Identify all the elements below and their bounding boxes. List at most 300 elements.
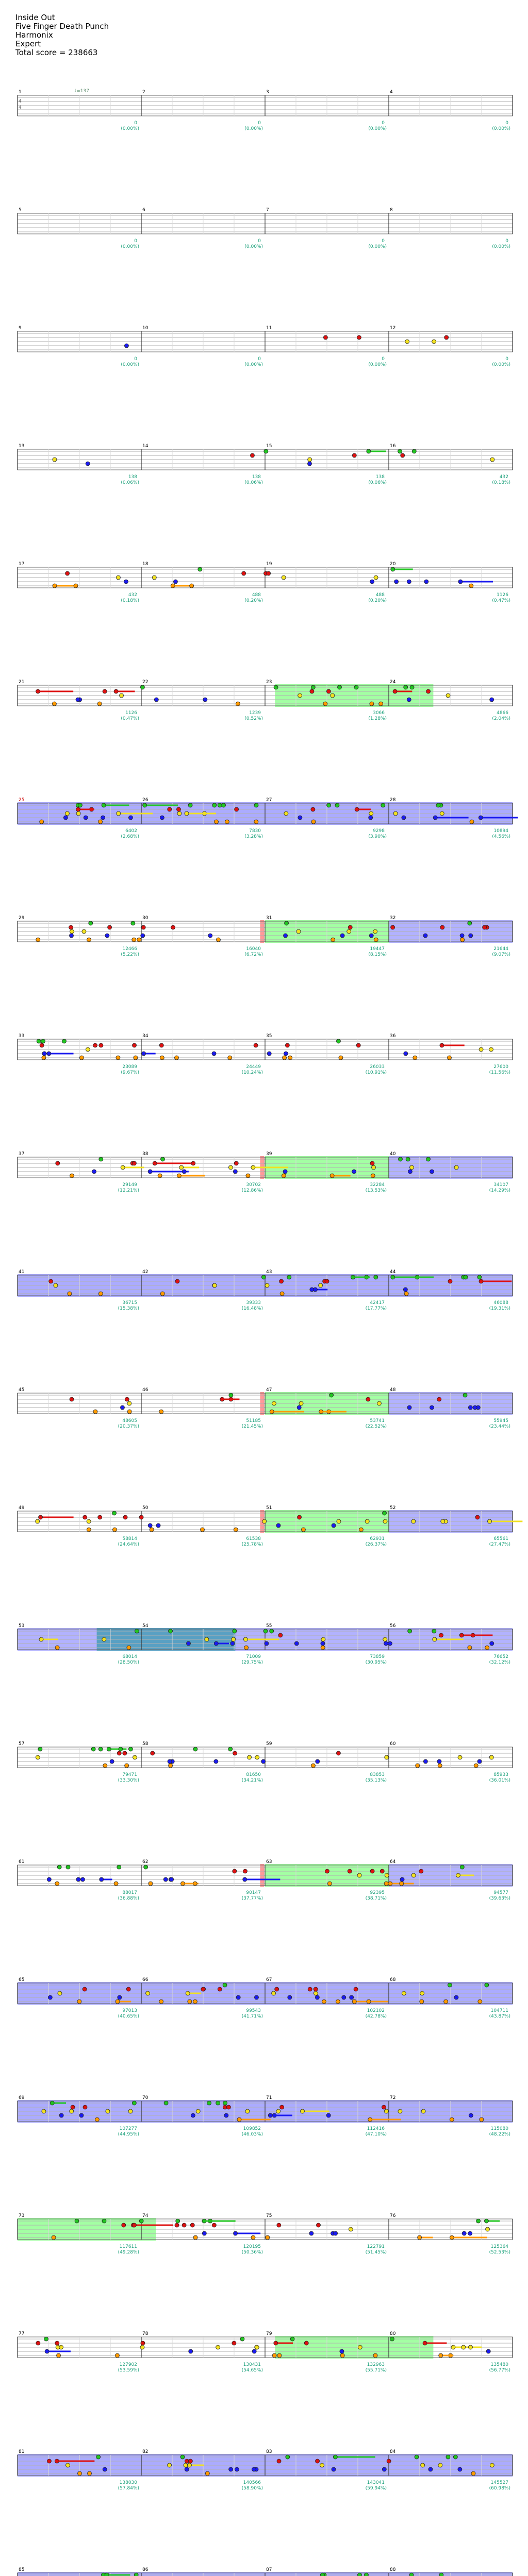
note-gem bbox=[233, 1629, 237, 1633]
note-gem bbox=[122, 2223, 126, 2227]
sustain-tail bbox=[173, 585, 190, 587]
measure-score: 6402 bbox=[125, 828, 137, 834]
measure-percentage: (21.45%) bbox=[241, 1424, 263, 1429]
note-gem bbox=[128, 1747, 133, 1751]
note-gem bbox=[357, 1873, 361, 1877]
note-gem bbox=[432, 1629, 436, 1633]
note-gem bbox=[468, 921, 472, 925]
note-gem bbox=[58, 1991, 62, 1995]
measure-percentage: (58.90%) bbox=[241, 2486, 263, 2491]
note-gem bbox=[69, 925, 73, 929]
note-gem bbox=[480, 2117, 484, 2122]
note-gem bbox=[432, 340, 436, 344]
note-gem bbox=[40, 1043, 44, 1047]
note-gem bbox=[368, 2117, 372, 2122]
note-gem bbox=[246, 1174, 250, 1178]
measure-score: 24449 bbox=[246, 1064, 261, 1070]
measure-number: 52 bbox=[390, 1505, 396, 1511]
measure-score: 130431 bbox=[243, 2362, 261, 2367]
note-gem bbox=[316, 1759, 320, 1764]
note-gem bbox=[84, 816, 88, 820]
sustain-tail bbox=[123, 1167, 144, 1168]
note-gem bbox=[112, 1528, 117, 1532]
measure-number: 68 bbox=[390, 1977, 396, 1982]
measure-percentage: (3.28%) bbox=[244, 834, 263, 839]
note-gem bbox=[411, 1873, 416, 1877]
note-gem bbox=[186, 1991, 190, 1995]
measure-score: 36715 bbox=[122, 1300, 137, 1306]
note-gem bbox=[447, 1056, 451, 1060]
measure-score: 90147 bbox=[246, 1890, 261, 1895]
note-gem bbox=[52, 2235, 56, 2240]
note-gem bbox=[233, 1751, 237, 1755]
note-gem bbox=[284, 934, 288, 938]
note-gem bbox=[54, 1283, 58, 1287]
note-gem bbox=[278, 1633, 283, 1637]
note-gem bbox=[485, 1646, 489, 1650]
note-gem bbox=[179, 1165, 184, 1170]
note-gem bbox=[79, 2113, 84, 2117]
sustain-tail bbox=[490, 1521, 523, 1522]
measure-number: 65 bbox=[19, 1977, 25, 1982]
measure-percentage: (16.48%) bbox=[241, 1306, 263, 1311]
measure-percentage: (47.10%) bbox=[365, 2132, 387, 2137]
note-gem bbox=[182, 1170, 186, 1174]
note-gem bbox=[403, 1287, 407, 1292]
note-gem bbox=[308, 457, 312, 462]
note-gem bbox=[132, 2223, 136, 2227]
note-gem bbox=[330, 1174, 334, 1178]
note-gem bbox=[284, 1052, 288, 1056]
note-gem bbox=[124, 344, 128, 348]
note-gem bbox=[308, 1987, 312, 1991]
sustain-tail bbox=[245, 1639, 279, 1640]
note-gem bbox=[426, 1157, 431, 1161]
note-gem bbox=[468, 2345, 472, 2349]
measure-number: 44 bbox=[390, 1269, 396, 1275]
note-gem bbox=[486, 2349, 490, 2353]
note-gem bbox=[407, 580, 411, 584]
note-gem bbox=[320, 2573, 324, 2576]
note-gem bbox=[244, 1646, 249, 1650]
note-gem bbox=[448, 1983, 452, 1987]
note-gem bbox=[71, 2105, 75, 2109]
note-gem bbox=[52, 702, 56, 706]
note-gem bbox=[451, 2345, 455, 2349]
measure-score: 9298 bbox=[373, 828, 385, 834]
note-gem bbox=[356, 1043, 360, 1047]
note-gem bbox=[437, 1397, 441, 1401]
measure-score: 432 bbox=[128, 592, 137, 598]
measure-number: 75 bbox=[266, 2213, 272, 2218]
measure-number: 49 bbox=[19, 1505, 25, 1511]
measure-score: 12466 bbox=[122, 946, 137, 952]
note-gem bbox=[39, 1637, 43, 1641]
measure-score: 81650 bbox=[246, 1772, 261, 1777]
note-gem bbox=[39, 1515, 43, 1519]
note-gem bbox=[76, 698, 80, 702]
note-gem bbox=[420, 1999, 424, 2004]
note-gem bbox=[310, 689, 314, 693]
note-gem bbox=[57, 2353, 61, 2358]
measure-number: 77 bbox=[19, 2331, 25, 2336]
sustain-tail bbox=[78, 809, 94, 810]
note-gem bbox=[408, 1629, 412, 1633]
measure-percentage: (39.63%) bbox=[489, 1896, 510, 1901]
note-gem bbox=[115, 2353, 119, 2358]
measure-score: 48605 bbox=[122, 1418, 137, 1423]
song-instrument: Harmonix bbox=[15, 30, 53, 40]
note-gem bbox=[454, 1165, 458, 1170]
note-gem bbox=[370, 1869, 374, 1873]
measure-number: 31 bbox=[266, 916, 272, 921]
note-gem bbox=[352, 1999, 356, 2004]
tempo-marking: ♩=137 bbox=[74, 89, 89, 94]
note-gem bbox=[297, 1405, 301, 1410]
measure-number: 70 bbox=[142, 2095, 148, 2100]
measure-number: 4 bbox=[390, 90, 393, 95]
note-gem bbox=[439, 1633, 443, 1637]
note-gem bbox=[478, 1999, 482, 2004]
measure-percentage: (50.36%) bbox=[241, 2250, 263, 2255]
measure-number: 7 bbox=[266, 208, 269, 213]
note-gem bbox=[284, 811, 288, 816]
note-gem bbox=[49, 1279, 53, 1283]
note-gem bbox=[420, 1991, 424, 1995]
measure-percentage: (14.29%) bbox=[489, 1188, 510, 1193]
note-gem bbox=[125, 1764, 129, 1768]
note-gem bbox=[198, 567, 202, 571]
note-gem bbox=[463, 1393, 467, 1397]
measure-score: 0 bbox=[258, 357, 261, 362]
note-gem bbox=[124, 580, 128, 584]
note-gem bbox=[282, 1174, 286, 1178]
measure-score: 23089 bbox=[122, 1064, 137, 1070]
note-gem bbox=[207, 2101, 211, 2105]
measure-score: 0 bbox=[258, 239, 261, 244]
note-gem bbox=[234, 2231, 238, 2235]
measure-number: 21 bbox=[19, 680, 25, 685]
note-gem bbox=[193, 2235, 197, 2240]
measure-percentage: (2.68%) bbox=[121, 834, 139, 839]
note-gem bbox=[133, 1043, 137, 1047]
note-gem bbox=[180, 1882, 185, 1886]
sustain-tail bbox=[41, 1517, 74, 1518]
measure-percentage: (35.13%) bbox=[365, 1778, 387, 1783]
measure-percentage: (12.21%) bbox=[118, 1188, 139, 1193]
sustain-tail bbox=[354, 2001, 388, 2003]
note-gem bbox=[421, 2109, 425, 2113]
note-gem bbox=[388, 1882, 392, 1886]
measure-percentage: (59.94%) bbox=[365, 2486, 387, 2491]
note-gem bbox=[423, 1759, 427, 1764]
note-gem bbox=[95, 2117, 99, 2122]
measure-score: 140566 bbox=[243, 2480, 261, 2485]
note-gem bbox=[285, 1043, 289, 1047]
note-gem bbox=[45, 2349, 49, 2353]
note-gem bbox=[148, 1882, 153, 1886]
note-gem bbox=[338, 685, 342, 689]
note-gem bbox=[79, 1056, 84, 1060]
note-gem bbox=[223, 2101, 227, 2105]
note-gem bbox=[352, 1170, 356, 1174]
measure-number: 59 bbox=[266, 1741, 272, 1747]
note-gem bbox=[369, 816, 373, 820]
measure-score: 71009 bbox=[246, 1654, 261, 1659]
note-gem bbox=[454, 1995, 458, 1999]
note-gem bbox=[102, 2219, 106, 2223]
measure-number: 23 bbox=[266, 680, 272, 685]
note-gem bbox=[228, 1056, 232, 1060]
note-gem bbox=[398, 2109, 402, 2113]
note-gem bbox=[232, 2341, 236, 2345]
measure-score: 85933 bbox=[493, 1772, 508, 1777]
note-gem bbox=[383, 1519, 387, 1523]
note-gem bbox=[301, 1528, 305, 1532]
note-gem bbox=[141, 2341, 145, 2345]
note-gem bbox=[107, 1747, 111, 1751]
note-gem bbox=[42, 2109, 46, 2113]
measure-number: 46 bbox=[142, 1387, 148, 1393]
measure-number: 6 bbox=[142, 208, 145, 213]
note-gem bbox=[325, 1869, 329, 1873]
note-gem bbox=[367, 1999, 371, 2004]
measure-number: 80 bbox=[390, 2331, 396, 2336]
note-gem bbox=[117, 1751, 121, 1755]
measure-percentage: (27.47%) bbox=[489, 1542, 510, 1547]
measure-percentage: (38.71%) bbox=[365, 1896, 387, 1901]
sustain-tail bbox=[370, 2119, 401, 2121]
note-gem bbox=[489, 1755, 493, 1759]
note-gem bbox=[459, 1633, 464, 1637]
note-gem bbox=[398, 449, 402, 453]
measure-number: 79 bbox=[266, 2331, 272, 2336]
note-gem bbox=[469, 584, 473, 588]
note-gem bbox=[311, 685, 315, 689]
note-gem bbox=[446, 2455, 450, 2459]
note-gem bbox=[127, 1646, 131, 1650]
note-gem bbox=[371, 1174, 375, 1178]
note-gem bbox=[77, 1999, 81, 2004]
sustain-tail bbox=[239, 2119, 271, 2121]
measure-score: 135480 bbox=[490, 2362, 508, 2367]
note-gem bbox=[373, 929, 377, 934]
note-gem bbox=[65, 571, 70, 575]
note-gem bbox=[193, 1747, 197, 1751]
note-gem bbox=[128, 2109, 133, 2113]
note-gem bbox=[175, 1279, 179, 1283]
measure-number: 57 bbox=[19, 1741, 25, 1747]
sustain-tail bbox=[38, 691, 74, 692]
sustain-tail bbox=[435, 1639, 464, 1640]
note-gem bbox=[146, 1991, 150, 1995]
measure-percentage: (10.24%) bbox=[241, 1070, 263, 1075]
sustain-tail bbox=[460, 581, 493, 583]
note-gem bbox=[218, 1987, 222, 1991]
note-gem bbox=[400, 1882, 404, 1886]
measure-percentage: (0.47%) bbox=[121, 716, 139, 721]
note-gem bbox=[404, 1052, 408, 1056]
note-gem bbox=[88, 2471, 92, 2476]
note-gem bbox=[134, 2573, 138, 2576]
measure-score: 61538 bbox=[246, 1536, 261, 1541]
note-gem bbox=[168, 807, 172, 811]
note-gem bbox=[322, 1999, 326, 2004]
measure-score: 46088 bbox=[493, 1300, 508, 1306]
note-gem bbox=[461, 2345, 466, 2349]
measure-number: 58 bbox=[142, 1741, 148, 1747]
measure-score: 92395 bbox=[370, 1890, 385, 1895]
measure-score: 1126 bbox=[125, 710, 137, 716]
note-gem bbox=[382, 2105, 386, 2109]
note-gem bbox=[387, 2459, 391, 2463]
note-gem bbox=[93, 1043, 97, 1047]
measure-number: 15 bbox=[266, 444, 272, 449]
measure-number: 41 bbox=[19, 1269, 25, 1275]
note-gem bbox=[185, 2467, 189, 2471]
sustain-tail bbox=[47, 2351, 71, 2352]
note-gem bbox=[475, 1515, 480, 1519]
note-gem bbox=[70, 934, 74, 938]
measure-number: 3 bbox=[266, 90, 269, 95]
note-gem bbox=[103, 2467, 107, 2471]
note-gem bbox=[98, 1747, 103, 1751]
note-gem bbox=[97, 702, 102, 706]
note-gem bbox=[468, 1646, 472, 1650]
measure-score: 138 bbox=[375, 474, 385, 480]
note-gem bbox=[36, 1519, 40, 1523]
note-gem bbox=[141, 925, 145, 929]
note-gem bbox=[405, 340, 409, 344]
measure-number: 33 bbox=[19, 1033, 25, 1039]
note-gem bbox=[314, 1987, 318, 1991]
note-gem bbox=[228, 1165, 233, 1170]
note-gem bbox=[401, 453, 405, 457]
note-gem bbox=[82, 1987, 87, 1991]
note-gem bbox=[369, 811, 373, 816]
note-gem bbox=[485, 1983, 489, 1987]
note-gem bbox=[261, 1275, 266, 1279]
note-gem bbox=[263, 1629, 268, 1633]
note-gem bbox=[168, 2463, 172, 2467]
measure-percentage: (48.22%) bbox=[489, 2132, 510, 2137]
measure-score: 115080 bbox=[490, 2126, 508, 2131]
note-gem bbox=[390, 2337, 394, 2341]
note-gem bbox=[448, 1279, 452, 1283]
measure-percentage: (15.38%) bbox=[118, 1306, 139, 1311]
note-gem bbox=[191, 1161, 195, 1165]
note-gem bbox=[148, 1170, 152, 1174]
note-gem bbox=[437, 1759, 441, 1764]
note-gem bbox=[254, 1043, 258, 1047]
note-gem bbox=[311, 1764, 315, 1768]
measure-score: 0 bbox=[505, 121, 508, 126]
note-gem bbox=[255, 2345, 259, 2349]
note-gem bbox=[329, 1393, 334, 1397]
measure-percentage: (0.06%) bbox=[244, 480, 263, 485]
note-gem bbox=[374, 1275, 378, 1279]
note-gem bbox=[169, 1764, 173, 1768]
note-gem bbox=[355, 807, 359, 811]
measure-number: 45 bbox=[19, 1387, 25, 1393]
note-gem bbox=[236, 702, 240, 706]
note-gem bbox=[261, 1759, 266, 1764]
measure-score: 102102 bbox=[367, 2008, 385, 2013]
measure-score: 29149 bbox=[122, 1182, 137, 1188]
measure-number: 39 bbox=[266, 1151, 272, 1157]
note-gem bbox=[254, 803, 258, 807]
note-gem bbox=[100, 1877, 104, 1882]
note-gem bbox=[268, 2113, 272, 2117]
note-gem bbox=[142, 1052, 146, 1056]
measure-number: 28 bbox=[390, 798, 396, 803]
note-gem bbox=[394, 580, 399, 584]
measure-number: 61 bbox=[19, 1859, 25, 1865]
measure-number: 40 bbox=[390, 1151, 396, 1157]
note-gem bbox=[370, 702, 374, 706]
measure-score: 117611 bbox=[119, 2244, 137, 2249]
note-gem bbox=[473, 1405, 477, 1410]
note-gem bbox=[476, 2219, 481, 2223]
measure-number: 60 bbox=[390, 1741, 396, 1747]
note-gem bbox=[430, 1405, 434, 1410]
note-gem bbox=[277, 2223, 281, 2227]
note-gem bbox=[132, 1161, 136, 1165]
measure-percentage: (55.71%) bbox=[365, 2368, 387, 2373]
measure-number: 34 bbox=[142, 1033, 148, 1039]
measure-score: 94577 bbox=[493, 1890, 508, 1895]
note-gem bbox=[76, 1877, 80, 1882]
measure-percentage: (2.04%) bbox=[492, 716, 510, 721]
measure-percentage: (41.71%) bbox=[241, 2014, 263, 2019]
note-gem bbox=[381, 803, 385, 807]
note-gem bbox=[316, 2459, 320, 2463]
note-gem bbox=[159, 1999, 163, 2004]
note-gem bbox=[270, 1410, 274, 1414]
note-gem bbox=[453, 2455, 457, 2459]
note-gem bbox=[101, 816, 105, 820]
note-gem bbox=[235, 2467, 239, 2471]
note-gem bbox=[176, 807, 180, 811]
note-gem bbox=[364, 2573, 368, 2576]
note-gem bbox=[57, 1865, 61, 1869]
note-gem bbox=[156, 1523, 160, 1528]
measure-number: 5 bbox=[19, 208, 22, 213]
measure-percentage: (10.91%) bbox=[365, 1070, 387, 1075]
measure-score: 16040 bbox=[246, 946, 261, 952]
note-gem bbox=[276, 1523, 280, 1528]
note-gem bbox=[299, 1401, 303, 1405]
measure-score: 0 bbox=[382, 121, 385, 126]
measure-number: 25 bbox=[19, 798, 25, 803]
note-gem bbox=[83, 1515, 87, 1519]
note-gem bbox=[412, 449, 416, 453]
note-gem bbox=[80, 1877, 85, 1882]
measure-percentage: (12.86%) bbox=[241, 1188, 263, 1193]
note-gem bbox=[326, 2113, 331, 2117]
sustain-tail bbox=[116, 691, 135, 692]
measure-score: 68014 bbox=[122, 1654, 137, 1659]
note-gem bbox=[70, 929, 74, 934]
measure-score: 62931 bbox=[370, 1536, 385, 1541]
note-gem bbox=[333, 2455, 337, 2459]
note-gem bbox=[319, 1283, 323, 1287]
note-gem bbox=[212, 2223, 216, 2227]
sustain-tail bbox=[335, 2456, 375, 2458]
note-gem bbox=[407, 1405, 411, 1410]
note-gem bbox=[391, 925, 395, 929]
measure-score: 145527 bbox=[490, 2480, 508, 2485]
